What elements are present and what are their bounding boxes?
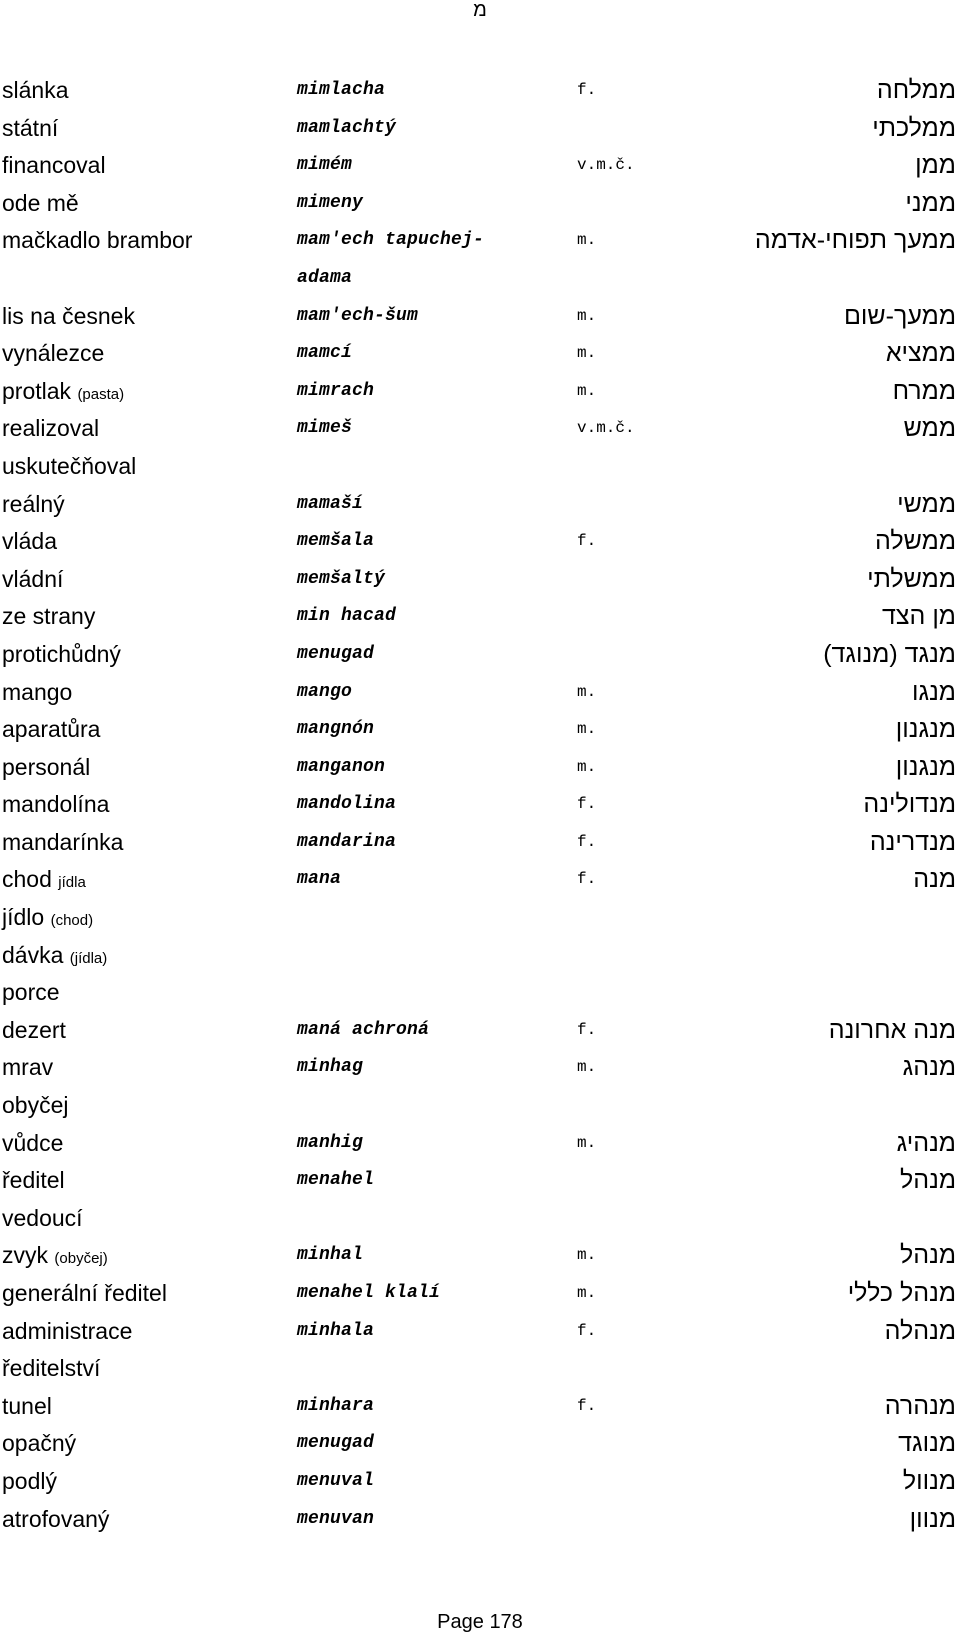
hebrew-term: מנגד (מנוגד): [823, 639, 956, 668]
hebrew-term: ממשלה: [875, 527, 956, 556]
dictionary-row: [0, 749, 960, 787]
dictionary-row: [0, 147, 960, 185]
czech-word: slánka: [2, 77, 69, 103]
grammar-tag: m.: [577, 757, 597, 776]
czech-term: [2, 1012, 66, 1053]
grammar-tag: v.m.č.: [577, 156, 635, 175]
hebrew-term: ממן: [915, 151, 956, 180]
czech-term: [2, 1049, 53, 1090]
czech-word: chod: [2, 866, 52, 893]
czech-word: opačný: [2, 1430, 77, 1457]
dictionary-row: [0, 1501, 960, 1539]
hebrew-term: מנוול: [902, 1466, 956, 1495]
czech-term: [2, 749, 90, 790]
dictionary-row: [0, 486, 960, 524]
hebrew-term: ממציא: [885, 339, 956, 368]
czech-word: vládní: [2, 565, 64, 592]
hebrew-term: ממלחה: [876, 76, 956, 104]
czech-term: [2, 1275, 167, 1316]
grammar-tag: f.: [577, 1321, 597, 1340]
dictionary-row: [0, 222, 960, 260]
transliteration: minhara: [297, 1395, 375, 1416]
transliteration: maná achroná: [297, 1019, 430, 1040]
transliteration: mimeny: [297, 192, 364, 213]
czech-term: [2, 1087, 68, 1128]
hebrew-term: מנהלה: [884, 1316, 956, 1345]
czech-word: tunel: [2, 1392, 52, 1419]
dictionary-row: [0, 598, 960, 636]
transliteration: mamcí: [297, 343, 353, 364]
dictionary-row: [0, 1275, 960, 1313]
czech-word: mandarínka: [2, 828, 124, 855]
czech-word: ředitelství: [2, 1355, 101, 1382]
czech-word: mačkadlo brambor: [2, 227, 193, 254]
transliteration: mam'ech tapuchej-: [297, 230, 485, 251]
grammar-tag: f.: [577, 1396, 597, 1415]
czech-term: [2, 598, 95, 639]
czech-term: [2, 1162, 65, 1203]
hebrew-term: מן הצד: [882, 602, 956, 631]
czech-term: [2, 561, 63, 602]
czech-term: [2, 410, 99, 451]
dictionary-row: [0, 974, 960, 1012]
czech-word: ředitel: [2, 1167, 65, 1194]
transliteration: menahel klalí: [297, 1283, 441, 1303]
dictionary-row: [0, 1049, 960, 1087]
czech-word: mango: [2, 678, 73, 705]
czech-word: vynálezce: [2, 340, 105, 367]
grammar-tag: f.: [577, 832, 597, 851]
transliteration: menugad: [297, 1433, 375, 1454]
dictionary-row: [0, 899, 960, 937]
dictionary-row: [0, 448, 960, 486]
hebrew-term: מנגו: [912, 677, 956, 706]
dictionary-row: [0, 1162, 960, 1200]
czech-word: generální ředitel: [2, 1280, 167, 1306]
hebrew-term: מנהל: [900, 1241, 956, 1270]
czech-term: [2, 335, 104, 376]
transliteration: mangnón: [297, 719, 375, 740]
dictionary-row: [0, 523, 960, 561]
czech-term: [2, 1388, 52, 1429]
czech-word: protichůdný: [2, 640, 121, 667]
page-number: Page 178: [437, 1611, 523, 1633]
dictionary-row: [0, 786, 960, 824]
czech-term: [2, 899, 93, 940]
czech-term: [2, 448, 136, 489]
czech-word: atrofovaný: [2, 1505, 110, 1532]
dictionary-row: [0, 861, 960, 899]
dictionary-row: [0, 1313, 960, 1351]
czech-term: [2, 1463, 57, 1504]
hebrew-term: ממני: [905, 188, 956, 217]
czech-term: [2, 373, 124, 414]
czech-word: financoval: [2, 152, 106, 179]
hebrew-term: מנהג: [902, 1053, 956, 1082]
transliteration: mimrach: [297, 380, 375, 401]
transliteration: menuvan: [297, 1508, 375, 1529]
transliteration: minhag: [297, 1057, 364, 1078]
hebrew-term: ממלכתי: [872, 113, 956, 142]
hebrew-term: מנה: [913, 865, 956, 894]
transliteration: mam'ech-šum: [297, 305, 419, 326]
page-header-letter: מ: [473, 0, 487, 21]
transliteration: mamaší: [297, 493, 364, 514]
dictionary-row: [0, 1012, 960, 1050]
hebrew-term: ממשי: [897, 489, 956, 518]
hebrew-term: ממעך-שום: [843, 301, 956, 330]
czech-word: mandolína: [2, 791, 110, 818]
hebrew-term: מנהיג: [896, 1128, 956, 1157]
czech-term: [2, 636, 121, 677]
grammar-tag: m.: [577, 1133, 597, 1152]
dictionary-row: [0, 410, 960, 448]
czech-word: vůdce: [2, 1129, 64, 1156]
hebrew-term: מנה אחרונה: [828, 1015, 956, 1044]
czech-word: zvyk: [2, 1242, 48, 1269]
czech-term: [2, 1350, 100, 1391]
hebrew-term: מנדרינה: [869, 827, 956, 856]
czech-word: realizoval: [2, 415, 100, 442]
dictionary-row: [0, 561, 960, 599]
grammar-tag: m.: [577, 1284, 597, 1302]
dictionary-row: [0, 824, 960, 862]
czech-term: [2, 1425, 76, 1466]
czech-word: ode mě: [2, 189, 79, 216]
transliteration: adama: [297, 267, 353, 288]
czech-term: [2, 1501, 109, 1542]
dictionary-row: [0, 1087, 960, 1125]
czech-word: jídlo: [2, 904, 45, 931]
czech-note: (jídla): [69, 949, 108, 967]
czech-term: [2, 486, 65, 527]
dictionary-row: [0, 1463, 960, 1501]
czech-term: [2, 824, 123, 865]
czech-term: [2, 185, 79, 226]
czech-term: [2, 222, 192, 263]
czech-note: (chod): [50, 912, 94, 930]
hebrew-term: ממשלתי: [867, 564, 956, 593]
czech-word: vedoucí: [2, 1204, 83, 1231]
hebrew-term: מנדולינה: [863, 790, 956, 819]
transliteration: menuval: [297, 1470, 375, 1491]
grammar-tag: m.: [577, 1246, 597, 1265]
hebrew-term: ממעך תפוחי-אדמה: [754, 226, 956, 255]
dictionary-row: [0, 335, 960, 373]
czech-term: [2, 861, 86, 902]
dictionary-row: [0, 72, 960, 110]
czech-term: [2, 1313, 132, 1354]
czech-term: [2, 937, 107, 978]
dictionary-row: [0, 185, 960, 223]
czech-term: [2, 1237, 108, 1278]
dictionary-row: [0, 373, 960, 411]
dictionary-row: [0, 110, 960, 148]
czech-word: podlý: [2, 1467, 57, 1494]
czech-word: státní: [2, 114, 59, 141]
czech-term: [2, 974, 60, 1015]
grammar-tag: m.: [577, 344, 597, 363]
transliteration: min hacad: [297, 606, 397, 627]
czech-word: dávka: [2, 941, 64, 968]
grammar-tag: m.: [577, 720, 597, 739]
dictionary-row: [0, 1350, 960, 1388]
czech-word: administrace: [2, 1317, 133, 1344]
transliteration: minhal: [297, 1245, 364, 1266]
czech-term: [2, 298, 135, 339]
grammar-tag: m.: [577, 231, 597, 250]
czech-word: mrav: [2, 1054, 54, 1081]
czech-note: (obyčej): [54, 1250, 108, 1268]
czech-word: lis na česnek: [2, 302, 135, 329]
dictionary-row: [0, 1125, 960, 1163]
grammar-tag: f.: [577, 870, 597, 889]
grammar-tag: f.: [577, 532, 597, 551]
dictionary-row: [0, 711, 960, 749]
hebrew-term: מנגנון: [895, 715, 956, 744]
czech-term: [2, 1200, 83, 1241]
grammar-tag: m.: [577, 306, 597, 325]
transliteration: mimlacha: [297, 80, 386, 100]
grammar-tag: f.: [577, 81, 597, 99]
hebrew-term: מנוגד: [898, 1429, 956, 1458]
dictionary-row: [0, 937, 960, 975]
dictionary-row: [0, 260, 960, 298]
dictionary-entries: [0, 72, 960, 1538]
hebrew-term: ממש: [903, 414, 956, 443]
czech-word: aparatůra: [2, 716, 101, 743]
transliteration: mandarina: [297, 831, 397, 852]
czech-word: personál: [2, 753, 91, 780]
czech-term: [2, 1125, 63, 1166]
hebrew-term: מנגנון: [895, 752, 956, 781]
dictionary-row: [0, 1425, 960, 1463]
czech-word: obyčej: [2, 1092, 69, 1119]
grammar-tag: f.: [577, 795, 597, 814]
czech-term: [2, 72, 68, 113]
hebrew-term: ממרח: [892, 376, 956, 405]
dictionary-row: [0, 674, 960, 712]
czech-term: [2, 147, 106, 188]
grammar-tag: m.: [577, 1058, 597, 1077]
dictionary-row: [0, 1388, 960, 1426]
transliteration: mandolina: [297, 794, 397, 815]
grammar-tag: m.: [577, 381, 597, 400]
transliteration: minhala: [297, 1320, 375, 1341]
czech-term: [2, 523, 57, 564]
dictionary-row: [0, 1237, 960, 1275]
czech-word: uskutečňoval: [2, 452, 137, 479]
czech-note: jídla: [58, 874, 86, 892]
grammar-tag: v.m.č.: [577, 419, 635, 438]
transliteration: mimeš: [297, 418, 353, 439]
hebrew-term: מנהל כללי: [847, 1279, 956, 1307]
czech-note: (pasta): [77, 385, 125, 403]
hebrew-term: מנוון: [909, 1504, 956, 1533]
transliteration: mamlachtý: [297, 117, 397, 138]
czech-term: [2, 711, 100, 752]
czech-word: porce: [2, 979, 60, 1006]
dictionary-row: [0, 636, 960, 674]
transliteration: manhig: [297, 1132, 364, 1153]
czech-word: ze strany: [2, 603, 96, 630]
grammar-tag: m.: [577, 682, 597, 701]
transliteration: mana: [297, 869, 342, 890]
dictionary-row: [0, 298, 960, 336]
transliteration: memšala: [297, 531, 375, 552]
czech-word: dezert: [2, 1016, 66, 1043]
transliteration: mimém: [297, 155, 353, 176]
czech-term: [2, 674, 72, 715]
czech-term: [2, 786, 109, 827]
hebrew-term: מנהרה: [884, 1391, 956, 1420]
transliteration: manganon: [297, 756, 386, 777]
grammar-tag: f.: [577, 1020, 597, 1039]
dictionary-row: [0, 1200, 960, 1238]
czech-word: vláda: [2, 528, 57, 555]
transliteration: menahel: [297, 1170, 375, 1191]
transliteration: menugad: [297, 643, 375, 664]
czech-word: reálný: [2, 490, 65, 517]
czech-term: [2, 110, 58, 151]
transliteration: mango: [297, 681, 353, 702]
hebrew-term: מנהל: [900, 1166, 956, 1195]
transliteration: memšaltý: [297, 568, 386, 589]
czech-word: protlak: [2, 377, 72, 404]
